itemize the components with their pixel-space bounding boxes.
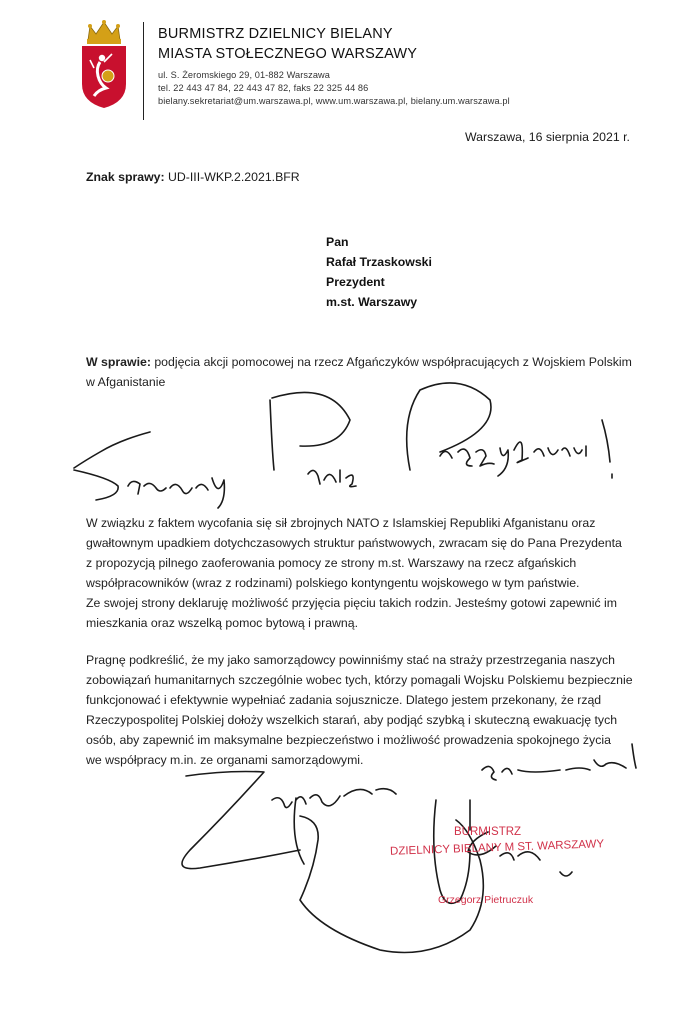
case-reference-label: Znak sprawy: [86,170,165,184]
recipient-title: Prezydent [326,275,385,289]
paragraph-line: Ze swojej strony deklaruję możliwość przyjęcia pięciu takich rodzin. Jesteśmy gotowi zapewnić im [86,596,618,610]
paragraph-line: Rzeczypospolitej Polskiej dołoży wszelkich starań, aby podjąć szybką i skuteczną ewakuację tych [86,713,618,727]
subject-block [86,352,686,392]
paragraph-line: osób, aby zapewnić im maksymalne bezpieczeństwo i możliwość prowadzenia spokojnego życia [86,733,611,747]
header-contact: bielany.sekretariat@um.warszawa.pl, www.um.warszawa.pl, bielany.um.warszawa.pl [158,96,510,106]
paragraph-line: współpracowników (wraz z rodzinami) polskiego kontyngentu wojskowego w tym państwie. [86,576,580,590]
handwritten-greeting-szanowny [74,432,224,508]
paragraph-line: funkcjonować i efektywnie wypełniać zadania sojusznicze. Dlatego jestem przekonany, że rząd [86,693,602,707]
paragraph-line: W związku z faktem wycofania się sił zbrojnych NATO z Islamskiej Republiki Afganistanu oraz [86,516,596,530]
handwritten-greeting-panie [270,392,356,486]
case-reference-value: UD-III-WKP.2.2021.BFR [168,170,300,184]
header-address: ul. S. Żeromskiego 29, 01-882 Warszawa [158,70,330,80]
handwritten-greeting-prezydencie [407,383,612,478]
paragraph-line: z propozycją pilnego zaoferowania pomocy ze strony m.st. Warszawy na rzecz afgańskich [86,556,577,570]
header-title-line2: MIASTA STOŁECZNEGO WARSZAWY [158,46,418,62]
stamp-signatory-name: Grzegorz Pietruczuk [438,894,534,906]
subject-text-line1: podjęcia akcji pomocowej na rzecz Afgańczyków współpracujących z Wojskiem Polskim [154,355,632,369]
letter-date: Warszawa, 16 sierpnia 2021 r. [465,130,630,144]
paragraph-line: we współpracy m.in. ze organami samorządowymi. [86,753,364,767]
stamp-line1: BURMISTRZ [454,826,522,838]
recipient-line1: Pan [326,235,349,249]
case-reference [86,170,300,184]
subject-text-line2: w Afganistanie [86,375,166,389]
handwritten-closing-z [182,772,300,869]
handwritten-closing-wyrazami [272,789,396,808]
paragraph-line: gwałtownym upadkiem dotychczasowych struktur państwowych, zwracam się do Pana Prezydenta [86,536,622,550]
stamp-line2: DZIELNICY BIELANY M ST. WARSZAWY [389,838,605,858]
paragraph-line: Pragnę podkreślić, że my jako samorządowcy powinniśmy stać na straży przestrzegania naszych [86,653,615,667]
warsaw-coat-of-arms-icon [78,18,130,110]
subject-label: W sprawie: [86,355,151,369]
header-title-line1: BURMISTRZ DZIELNICY BIELANY [158,26,393,42]
paragraph-1 [86,513,696,633]
official-stamp [360,826,620,916]
header-divider [143,22,144,120]
recipient-name: Rafał Trzaskowski [326,255,432,269]
paragraph-line: mieszkania oraz wszelką pomoc bytową i prawną. [86,616,359,630]
paragraph-line: zobowiązań humanitarnych szczególnie wobec tych, którzy pomagali Wojsku Polskiemu bezpiecznie [86,673,633,687]
paragraph-2 [86,650,696,770]
recipient-city: m.st. Warszawy [326,295,418,309]
header-phone: tel. 22 443 47 84, 22 443 47 82, faks 22 325 44 86 [158,83,369,93]
